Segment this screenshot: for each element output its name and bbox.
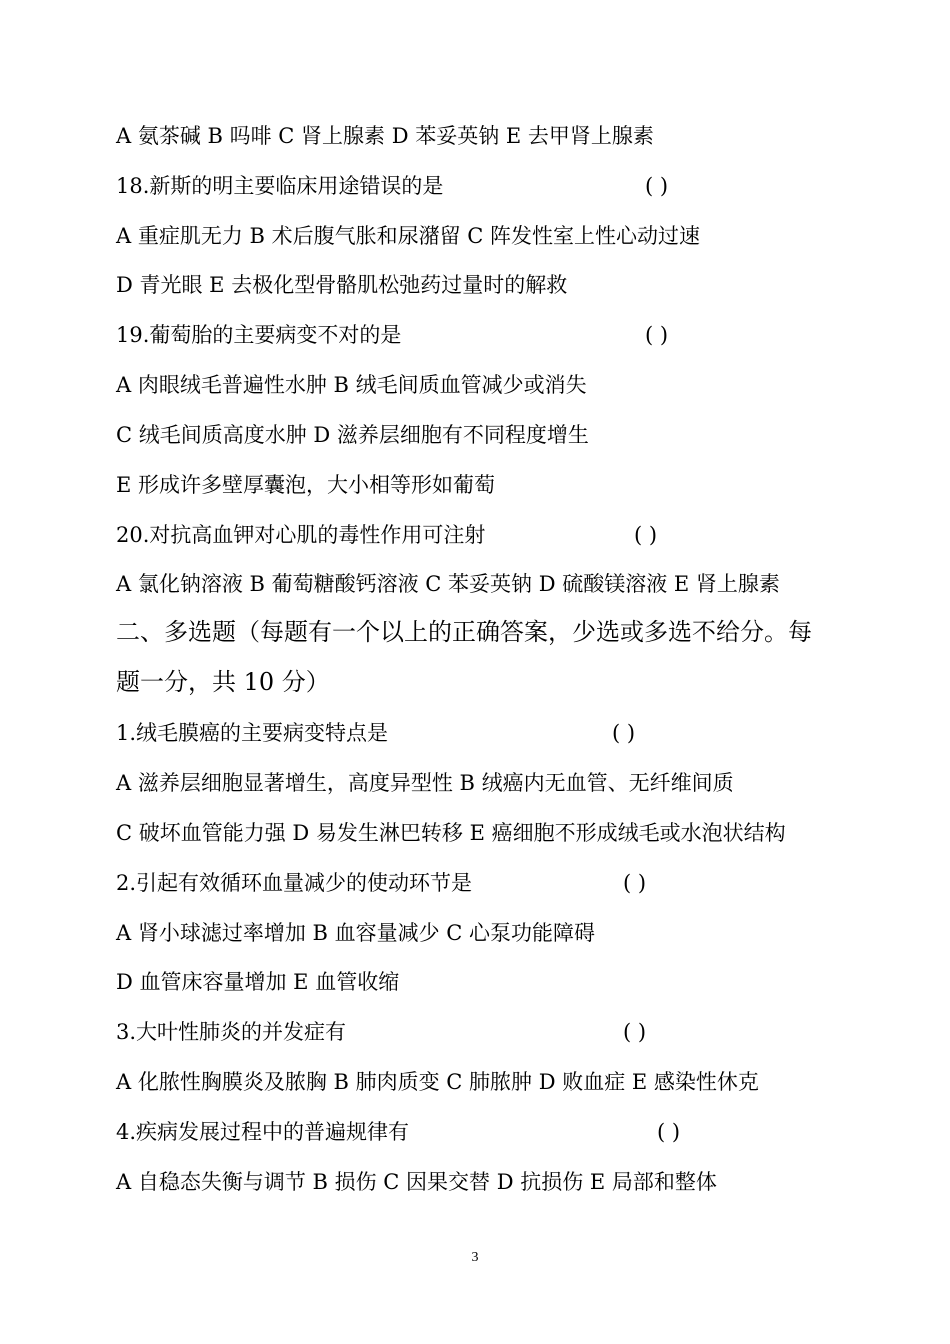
answer-paren-m1: ( ) <box>612 721 636 745</box>
line-m1-stem: 1.绒毛膜癌的主要病变特点是 <box>116 721 389 745</box>
answer-paren-m2: ( ) <box>623 871 647 895</box>
line-m2-options-2: D 血管床容量增加 E 血管收缩 <box>116 970 400 994</box>
line-q18-stem: 18.新斯的明主要临床用途错误的是 <box>116 174 444 198</box>
section-heading-1: 二、多选题（每题有一个以上的正确答案，少选或多选不给分。每 <box>116 618 812 646</box>
line-m1-options-2: C 破坏血管能力强 D 易发生淋巴转移 E 癌细胞不形成绒毛或水泡状结构 <box>116 821 786 845</box>
answer-paren-q19: ( ) <box>645 323 669 347</box>
line-q19-options-3: E 形成许多壁厚囊泡，大小相等形如葡萄 <box>116 473 496 497</box>
answer-paren-m3: ( ) <box>623 1020 647 1044</box>
line-q18-options-1: A 重症肌无力 B 术后腹气胀和尿潴留 C 阵发性室上性心动过速 <box>116 224 701 248</box>
page-number: 3 <box>471 1250 479 1265</box>
line-m4-options: A 自稳态失衡与调节 B 损伤 C 因果交替 D 抗损伤 E 局部和整体 <box>116 1170 717 1194</box>
line-m2-stem: 2.引起有效循环血量减少的使动环节是 <box>116 871 473 895</box>
answer-paren-q18: ( ) <box>645 174 669 198</box>
line-q19-stem: 19.葡萄胎的主要病变不对的是 <box>116 323 402 347</box>
line-q20-stem: 20.对抗高血钾对心肌的毒性作用可注射 <box>116 523 486 547</box>
answer-paren-m4: ( ) <box>657 1120 681 1144</box>
line-m3-options: A 化脓性胸膜炎及脓胸 B 肺肉质变 C 肺脓肿 D 败血症 E 感染性休克 <box>116 1070 759 1094</box>
line-q19-options-2: C 绒毛间质高度水肿 D 滋养层细胞有不同程度增生 <box>116 423 589 447</box>
answer-paren-q20: ( ) <box>634 523 658 547</box>
line-q20-options: A 氯化钠溶液 B 葡萄糖酸钙溶液 C 苯妥英钠 D 硫酸镁溶液 E 肾上腺素 <box>116 572 780 596</box>
line-m1-options-1: A 滋养层细胞显著增生，高度异型性 B 绒癌内无血管、无纤维间质 <box>116 771 734 795</box>
line-q18-options-2: D 青光眼 E 去极化型骨骼肌松弛药过量时的解救 <box>116 273 568 297</box>
line-m3-stem: 3.大叶性肺炎的并发症有 <box>116 1020 347 1044</box>
line-m4-stem: 4.疾病发展过程中的普遍规律有 <box>116 1120 410 1144</box>
section-heading-2: 题一分，共 10 分） <box>116 668 330 696</box>
line-q17-options: A 氨茶碱 B 吗啡 C 肾上腺素 D 苯妥英钠 E 去甲肾上腺素 <box>116 124 654 148</box>
line-q19-options-1: A 肉眼绒毛普遍性水肿 B 绒毛间质血管减少或消失 <box>116 373 587 397</box>
line-m2-options-1: A 肾小球滤过率增加 B 血容量减少 C 心泵功能障碍 <box>116 921 596 945</box>
